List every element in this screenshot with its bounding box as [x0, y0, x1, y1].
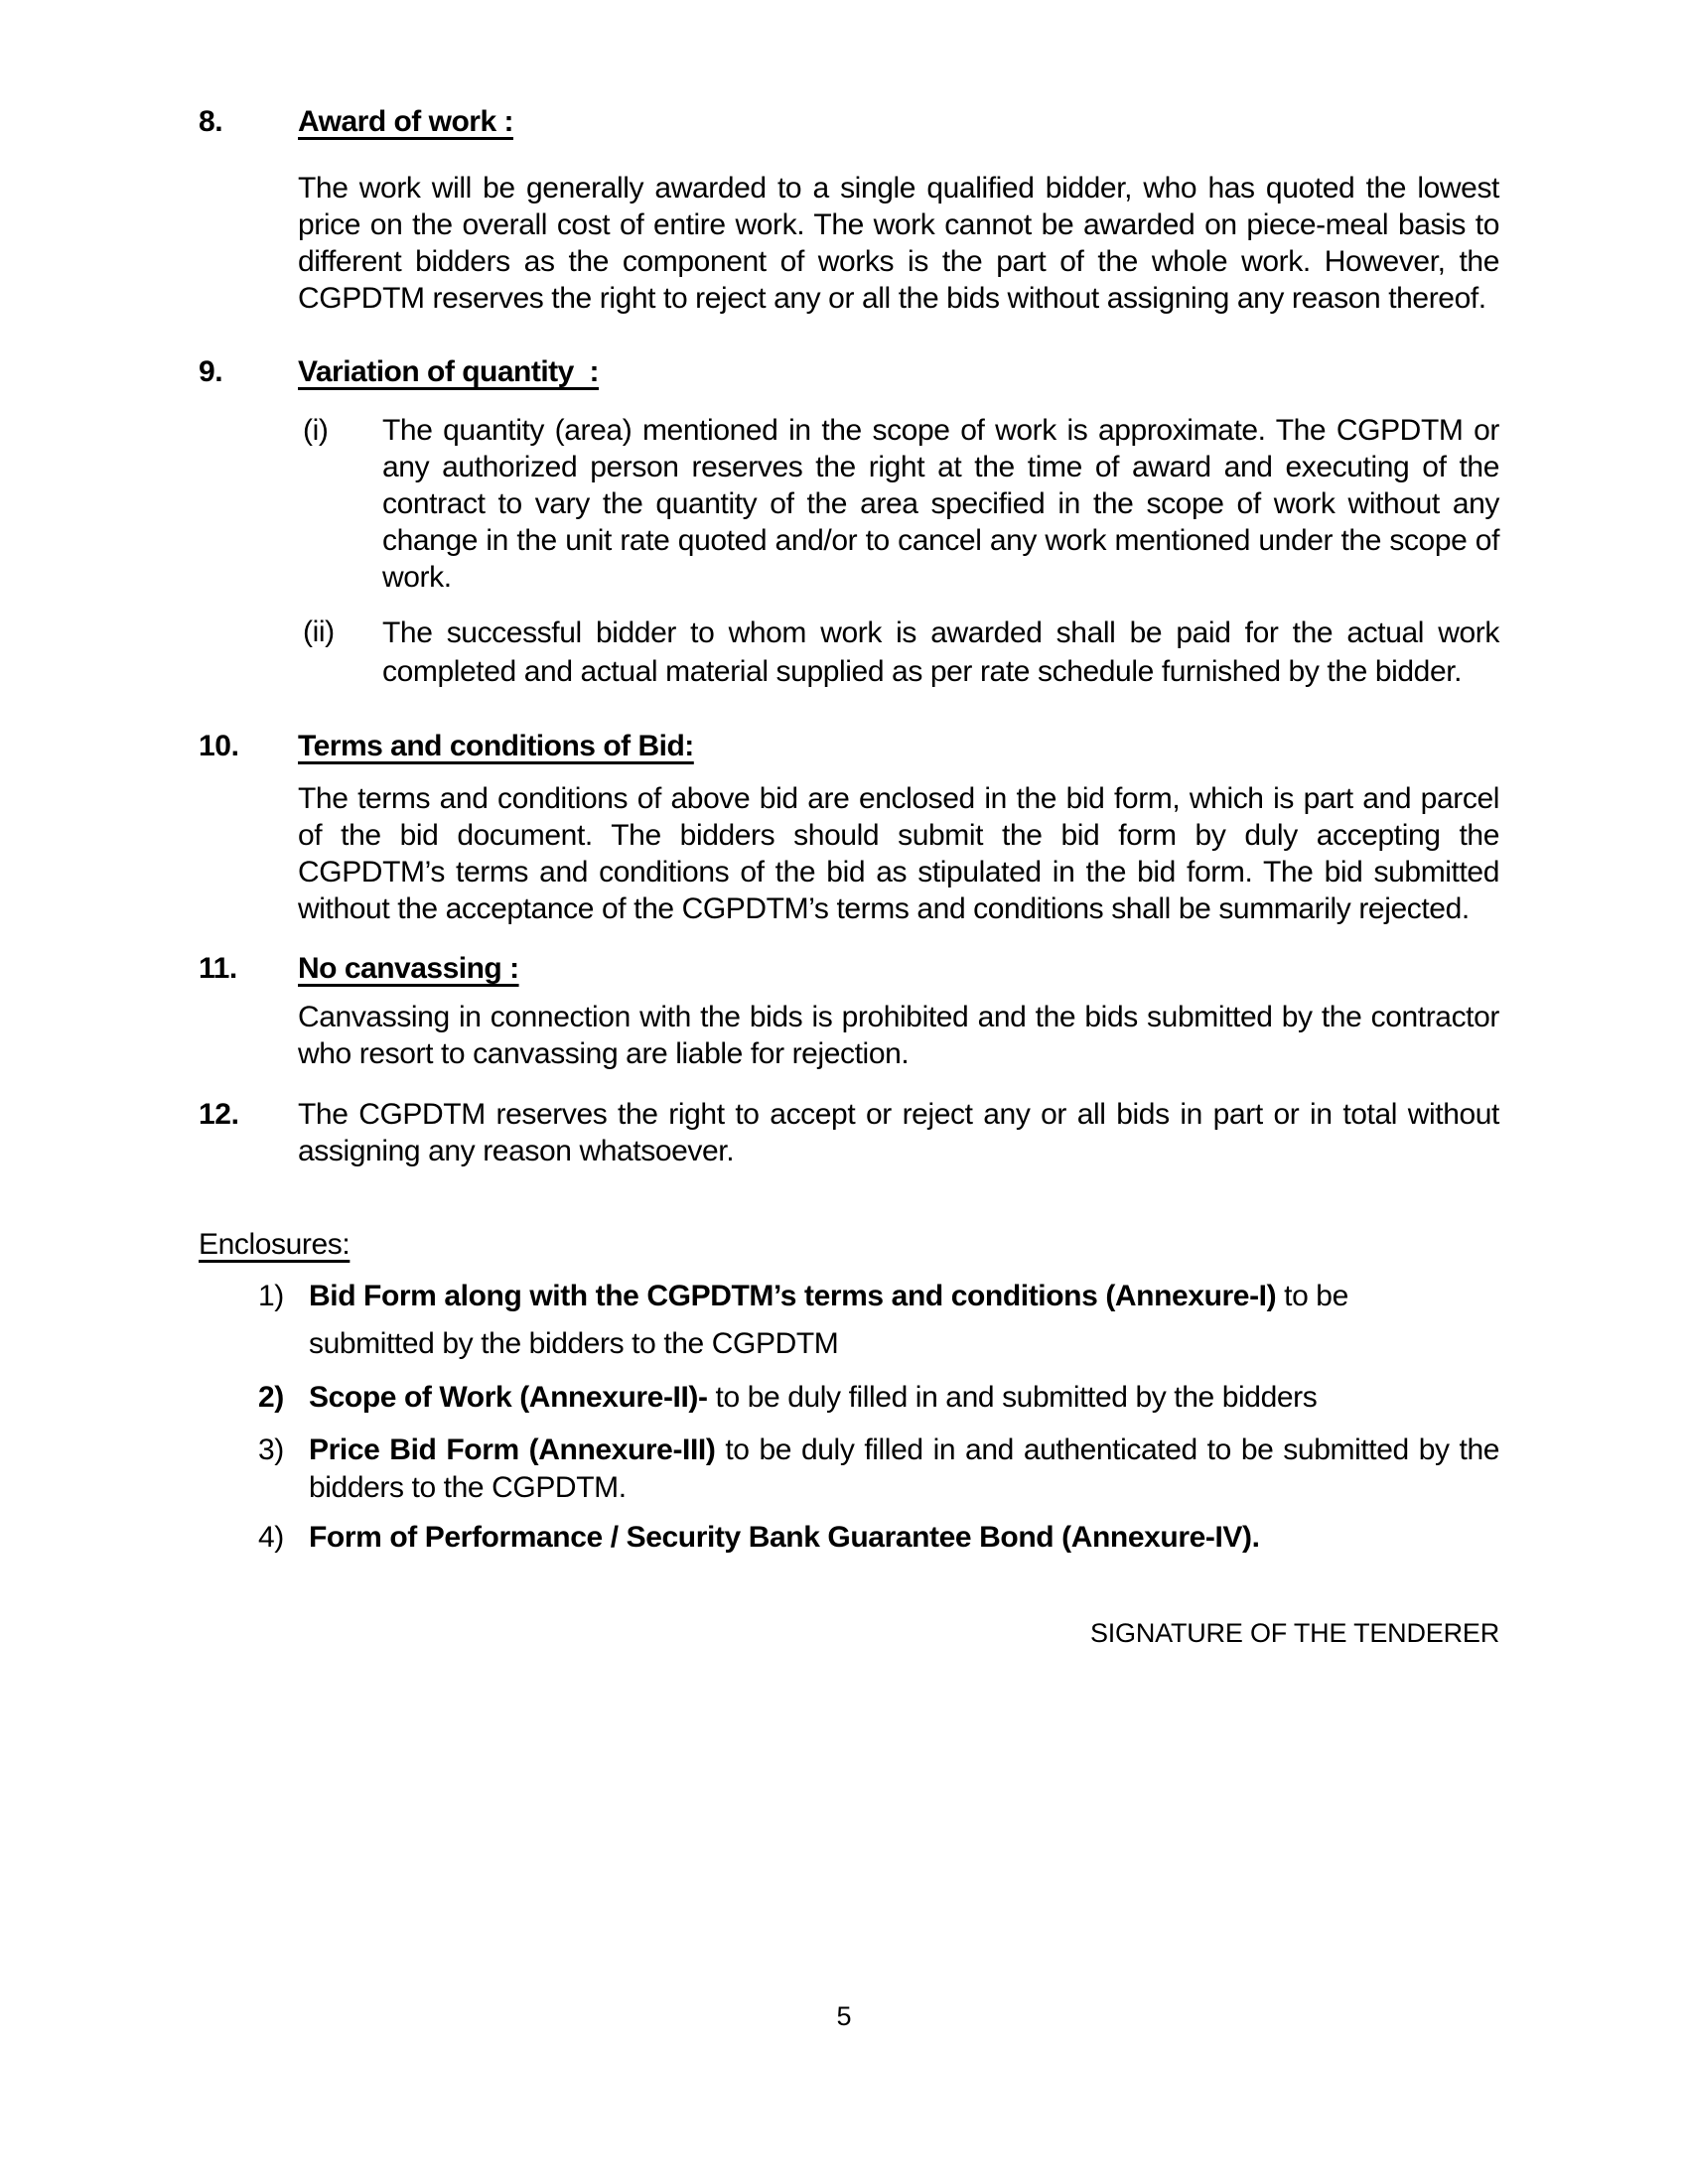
section-11-body: [298, 949, 1499, 1072]
subitem-i-text: The quantity (area) mentioned in the scope of work is approximate. The CGPDTM or any authorized person reserves the right at the time of award and executing of the contract to vary the quantity of the area specified in the scope of work without any change in the unit rate quoted and/or to cancel any work mentioned under the scope of work.: [382, 414, 1499, 594]
section-11-title: No canvassing :: [298, 952, 519, 985]
enclosure-item-1-bold: Bid Form along with the CGPDTM’s terms and conditions (Annexure-I): [309, 1280, 1277, 1312]
enclosures-heading: [199, 1225, 1499, 1265]
section-11-number: 11.: [199, 952, 237, 985]
subitem-ii: [298, 614, 1499, 691]
section-10-number: 10.: [199, 730, 239, 762]
section-10-heading: [298, 727, 1499, 766]
section-8: [199, 102, 1499, 142]
subitem-i-text-wrap: [382, 412, 1499, 596]
section-11-heading: [298, 949, 1499, 989]
enclosure-item-2: [258, 1378, 1499, 1418]
enclosure-item-1-rest: to be: [1276, 1280, 1348, 1312]
section-8-number: 8.: [199, 105, 223, 138]
section-10: [199, 727, 1499, 927]
enclosure-item-4: [258, 1519, 1499, 1557]
enclosure-item-3-rest: to be duly filled in and authenticated to be submitted by the bidders to the CGPDTM.: [309, 1433, 1500, 1504]
subitem-ii-marker: (ii): [303, 615, 335, 648]
enclosure-item-1-line2: submitted by the bidders to the CGPDTM: [309, 1327, 839, 1360]
section-8-paragraph-wrap: [298, 142, 1499, 317]
section-10-title: Terms and conditions of Bid:: [298, 730, 694, 762]
section-8-heading: [298, 102, 1499, 142]
enclosure-item-1-text: [309, 1273, 1499, 1368]
subitem-i: [298, 412, 1499, 596]
enclosure-item-3: [258, 1432, 1499, 1507]
section-11: [199, 949, 1499, 1072]
section-12: [199, 1096, 1499, 1169]
enclosure-item-1-marker: 1): [258, 1280, 284, 1312]
enclosure-item-4-text: [309, 1519, 1499, 1557]
section-10-body: [298, 727, 1499, 927]
section-8-paragraph: The work will be generally awarded to a single qualified bidder, who has quoted the lowest price on the overall cost of entire work. The work cannot be awarded on piece-meal basis to different bidders as the component of works is the part of the whole work. However, the CGPDTM reserves the right to reject any or all the bids without assigning any reason thereof.: [298, 172, 1499, 315]
section-9-number: 9.: [199, 355, 223, 388]
section-12-body: [298, 1096, 1499, 1169]
signature-line: SIGNATURE OF THE TENDERER: [1089, 1618, 1499, 1648]
enclosures-heading-text: Enclosures:: [199, 1228, 351, 1261]
section-9-heading: [298, 352, 1499, 392]
subitem-ii-text-wrap: [382, 614, 1499, 691]
section-11-paragraph: Canvassing in connection with the bids is prohibited and the bids submitted by the contractor who resort to canvassing are liable for rejection.: [298, 1001, 1499, 1070]
section-8-paragraph-row: [199, 142, 1499, 317]
page-content: [199, 102, 1499, 1650]
section-8-body: [298, 102, 1499, 142]
enclosure-item-4-bold: Form of Performance / Security Bank Guarantee Bond (Annexure-IV).: [309, 1521, 1260, 1554]
spacer: [199, 142, 298, 317]
section-9: [199, 352, 1499, 691]
enclosure-item-1: [258, 1273, 1499, 1368]
enclosure-item-2-bold: Scope of Work (Annexure-II)-: [309, 1381, 708, 1414]
section-9-body: [298, 352, 1499, 691]
page-number: 5: [836, 2001, 852, 2031]
enclosure-item-2-text: [309, 1378, 1499, 1418]
section-12-number: 12.: [199, 1098, 239, 1131]
section-9-title: Variation of quantity :: [298, 355, 600, 388]
enclosure-item-3-marker: 3): [258, 1433, 284, 1466]
enclosure-item-3-bold: Price Bid Form (Annexure-III): [309, 1433, 716, 1466]
subitem-ii-text: The successful bidder to whom work is awarded shall be paid for the actual work completed and actual material supplied as per rate schedule furnished by the bidder.: [382, 616, 1499, 688]
section-10-paragraph: The terms and conditions of above bid are enclosed in the bid form, which is part and parcel of the bid document. The bidders should submit the bid form by duly accepting the CGPDTM’s terms and conditions of the bid as stipulated in the bid form. The bid submitted without the acceptance of the CGPDTM’s terms and conditions shall be summarily rejected.: [298, 782, 1499, 925]
enclosure-item-2-rest: to be duly filled in and submitted by the bidders: [707, 1381, 1318, 1414]
enclosures: [199, 1225, 1499, 1557]
section-12-paragraph: The CGPDTM reserves the right to accept or reject any or all bids in part or in total without assigning any reason whatsoever.: [298, 1098, 1499, 1167]
section-8-title: Award of work :: [298, 105, 513, 138]
enclosure-item-3-text: [309, 1432, 1499, 1507]
enclosure-item-2-marker: 2): [258, 1381, 284, 1414]
enclosure-item-4-marker: 4): [258, 1521, 284, 1554]
subitem-i-marker: (i): [303, 414, 329, 447]
